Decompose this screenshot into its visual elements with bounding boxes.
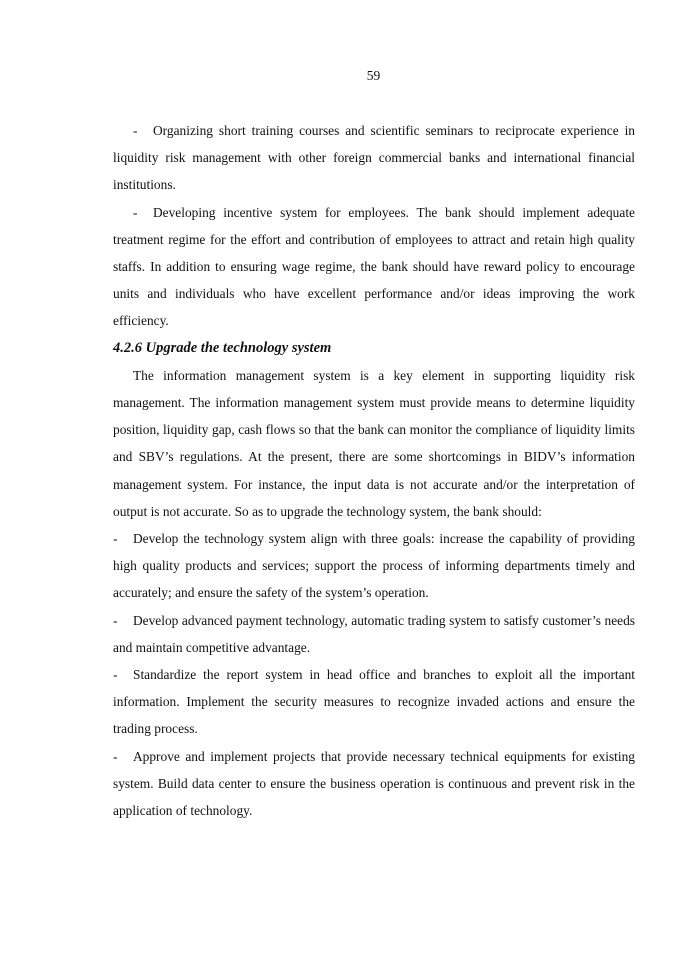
bullet-dash: -	[113, 748, 118, 764]
bullet-dash: -	[133, 123, 138, 138]
bullet-text: Developing incentive system for employees. The bank should implement adequate treatment regime for the effort and contribution of employees to attract and retain high quality staffs. In addition to ensuring wage regime, the bank should have reward policy to encourage units and individuals who have excellent performance and/or ideas improving the work efficiency.	[113, 204, 635, 329]
bullet-paragraph	[113, 743, 635, 825]
section-heading: 4.2.6 Upgrade the technology system	[113, 339, 332, 356]
bullet-text: Standardize the report system in head office and branches to exploit all the important information. Implement the security measures to recognize invaded actions and ensure the trading process.	[113, 667, 635, 737]
bullet-paragraph	[113, 661, 635, 743]
intro-paragraph: The information management system is a key element in supporting liquidity risk management. The information management system must provide means to determine liquidity position, liquidity gap, cash flows so that the bank can monitor the compliance of liquidity limits and SBV’s regulations. At the present, there are some shortcomings in BIDV’s information management system. For instance, the input data is not accurate and/or the interpretation of output is not accurate. So as to upgrade the technology system, the bank should:	[113, 367, 635, 519]
bullet-paragraph	[113, 607, 635, 661]
bullet-paragraph	[113, 525, 635, 607]
bullet-text: Develop advanced payment technology, automatic trading system to satisfy customer’s needs and maintain competitive advantage.	[113, 612, 635, 655]
bullet-dash: -	[113, 667, 118, 683]
body-content	[113, 117, 635, 824]
bullet-dash: -	[113, 531, 118, 547]
bullet-text: Approve and implement projects that provide necessary technical equipments for existing system. Build data center to ensure the business operation is continuous and prevent risk in the application of technology.	[113, 748, 635, 819]
bullet-text: Organizing short training courses and scientific seminars to reciprocate experience in liquidity risk management with other foreign commercial banks and international financial institutions.	[113, 123, 635, 193]
bullet-paragraph	[113, 199, 635, 335]
bullet-paragraph	[113, 117, 635, 199]
bullet-dash: -	[113, 612, 118, 628]
page-number: 59	[366, 68, 381, 83]
bullet-dash: -	[133, 204, 138, 220]
bullet-text: Develop the technology system align with three goals: increase the capability of providing high quality products and services; support the process of informing departments timely and accurately; and ensure the safety of the system’s operation.	[113, 531, 635, 601]
